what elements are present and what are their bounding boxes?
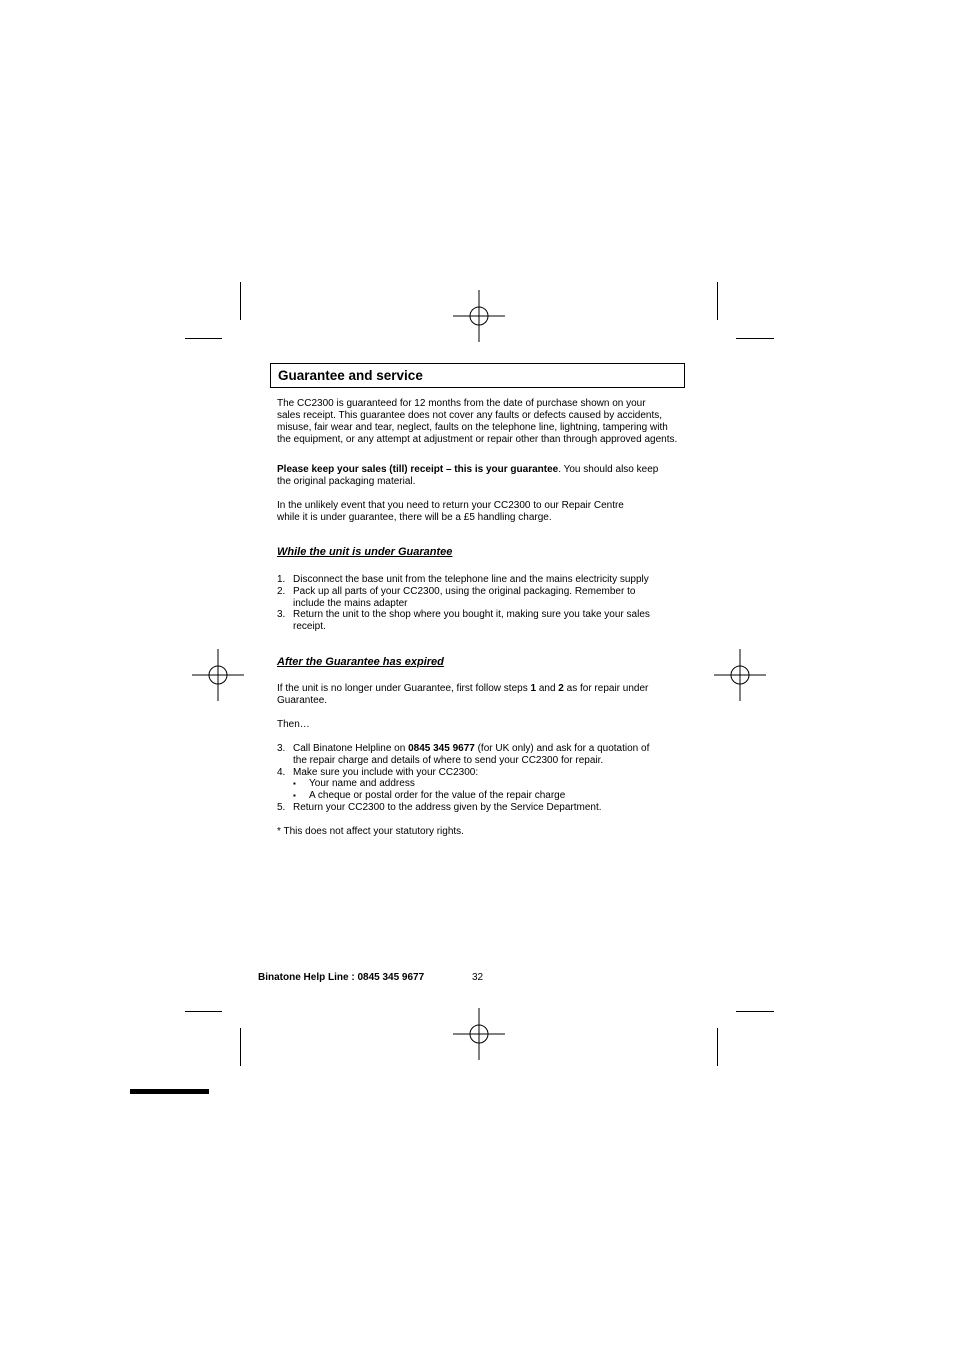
intro-paragraph <box>277 398 677 446</box>
intro-line: The CC2300 is guaranteed for 12 months from the date of purchase shown on your <box>277 398 646 409</box>
keep-receipt-line2: the original packaging material. <box>277 476 416 487</box>
list-item-text: receipt. <box>293 621 326 632</box>
intro-line: misuse, fair wear and tear, neglect, faults on the telephone line, lightning, tampering with <box>277 422 668 433</box>
step3-text-end: (for UK only) and ask for a quotation of <box>474 743 650 754</box>
registration-mark-top-icon <box>453 290 505 342</box>
expired-intro-text-end: as for repair under <box>563 683 649 694</box>
expired-intro-text: If the unit is no longer under Guarantee, first follow steps <box>277 683 531 694</box>
step3-text: Call Binatone Helpline on <box>293 743 409 754</box>
bullet-square-icon: ▪ <box>293 779 296 788</box>
decorative-bar <box>130 1089 209 1094</box>
intro-line: sales receipt. This guarantee does not cover any faults or defects caused by accidents, <box>277 410 663 421</box>
registration-mark-right-icon <box>714 649 766 701</box>
keep-receipt-paragraph <box>277 464 658 488</box>
keep-receipt-bold: Please keep your sales (till) receipt – this is your guarantee <box>277 464 559 475</box>
crop-mark-top-right-vertical <box>717 282 718 320</box>
under-guarantee-heading: While the unit is under Guarantee <box>277 546 453 558</box>
expired-intro-line2: Guarantee. <box>277 695 328 706</box>
list-item-text: Disconnect the base unit from the telephone line and the mains electricity supply <box>293 574 649 585</box>
list-item-number: 1. <box>277 574 286 585</box>
keep-receipt-rest: . You should also keep <box>558 464 659 475</box>
crop-mark-bottom-left-vertical <box>240 1028 241 1066</box>
footer-helpline: Binatone Help Line : 0845 345 9677 <box>258 972 425 983</box>
list-item-text: Make sure you include with your CC2300: <box>293 767 479 778</box>
bullet-text: Your name and address <box>309 778 415 789</box>
expired-intro <box>277 683 648 707</box>
expired-intro-and: and <box>536 683 559 694</box>
section-title-box <box>270 363 685 388</box>
registration-mark-bottom-icon <box>453 1008 505 1060</box>
expired-heading: After the Guarantee has expired <box>277 656 444 668</box>
helpline-phone: 0845 345 9677 <box>408 743 475 754</box>
intro-line: the equipment, or any attempt at adjustment or repair other than through approved agents. <box>277 434 678 445</box>
section-title: Guarantee and service <box>278 368 423 383</box>
bullet-text: A cheque or postal order for the value of the repair charge <box>309 790 566 801</box>
return-note-line: while it is under guarantee, there will be a £5 handling charge. <box>277 512 552 523</box>
bullet-square-icon: ▪ <box>293 791 296 800</box>
list-item-number: 2. <box>277 586 286 597</box>
list-item-text: the repair charge and details of where to send your CC2300 for repair. <box>293 755 604 766</box>
return-note-line: In the unlikely event that you need to return your CC2300 to our Repair Centre <box>277 500 624 511</box>
crop-mark-bottom-right-vertical <box>717 1028 718 1066</box>
list-item-number: 3. <box>277 609 286 620</box>
list-item-text: include the mains adapter <box>293 598 408 609</box>
crop-mark-top-left-vertical <box>240 282 241 320</box>
list-item-text: Pack up all parts of your CC2300, using the original packaging. Remember to <box>293 586 636 597</box>
list-item-number: 5. <box>277 802 286 813</box>
then-text: Then… <box>277 719 310 730</box>
list-item-text: Return the unit to the shop where you bought it, making sure you take your sales <box>293 609 650 620</box>
crop-mark-bottom-right-horizontal <box>736 1011 774 1012</box>
list-item-number: 3. <box>277 743 286 754</box>
list-item-text: Return your CC2300 to the address given by the Service Department. <box>293 802 602 813</box>
page-number: 32 <box>472 972 484 983</box>
registration-mark-left-icon <box>192 649 244 701</box>
step-ref-2: 2 <box>558 683 564 694</box>
crop-mark-bottom-left-horizontal <box>185 1011 222 1012</box>
crop-mark-top-left-horizontal <box>185 338 222 339</box>
crop-mark-top-right-horizontal <box>736 338 774 339</box>
list-item-number: 4. <box>277 767 286 778</box>
list-item-text <box>293 743 649 755</box>
footnote: * This does not affect your statutory rights. <box>277 826 464 837</box>
return-note-paragraph <box>277 500 624 524</box>
step-ref-1: 1 <box>530 683 537 694</box>
